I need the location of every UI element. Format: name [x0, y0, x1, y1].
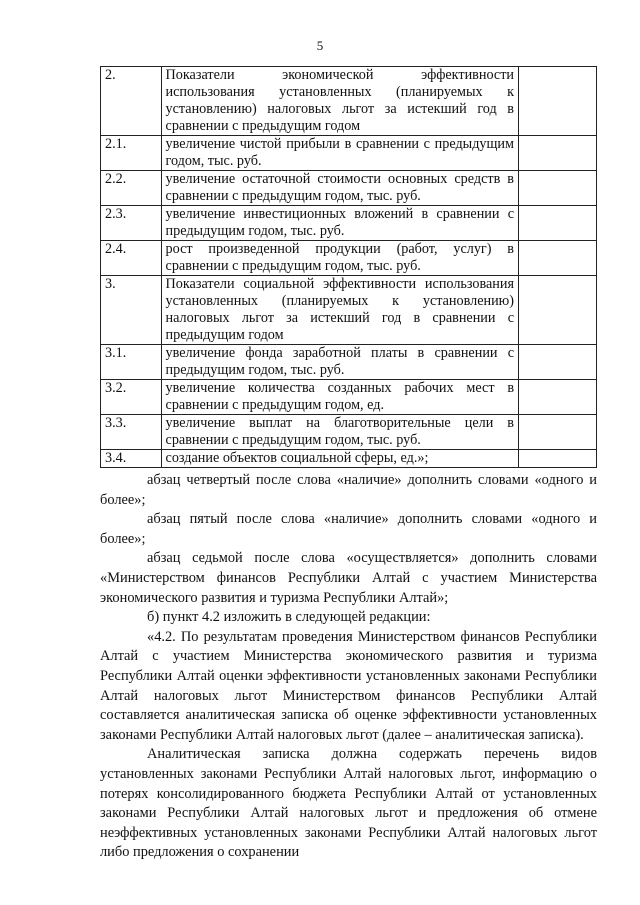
table-row — [101, 380, 597, 415]
row-number: 3.3. — [101, 415, 162, 450]
paragraph: «4.2. По результатам проведения Министерством финансов Республики Алтай с участием Министерства экономического развития и туризма Республики Алтай оценки эффективности установленных законами Республики Алтай налоговых льгот Министерством финансов Республики Алтай составляется аналитическая записка об оценке эффективности установленных законами Республики Алтай налоговых льгот (далее – аналитическая записка). — [100, 628, 597, 743]
row-number: 2.1. — [101, 136, 162, 171]
row-value — [519, 380, 597, 415]
row-description: увеличение остаточной стоимости основных средств в сравнении с предыдущим годом, тыс. руб. — [161, 171, 518, 206]
row-number: 3.1. — [101, 345, 162, 380]
row-number: 2.4. — [101, 241, 162, 276]
indicators-table — [100, 66, 597, 468]
paragraph: абзац четвертый после слова «наличие» дополнить словами «одного и более»; — [100, 472, 597, 508]
row-value — [519, 345, 597, 380]
row-value — [519, 67, 597, 136]
row-description: увеличение фонда заработной платы в сравнении с предыдущим годом, тыс. руб. — [161, 345, 518, 380]
document-body — [100, 471, 597, 863]
table-row — [101, 276, 597, 345]
row-description: создание объектов социальной сферы, ед.»; — [161, 450, 518, 468]
table-row — [101, 345, 597, 380]
table-row — [101, 171, 597, 206]
row-description: Показатели социальной эффективности использования установленных (планируемых к установлению) налоговых льгот за истекший год в сравнении с предыдущим годом — [161, 276, 518, 345]
paragraph: Аналитическая записка должна содержать перечень видов установленных законами Республики Алтай налоговых льгот, информацию о потерях консолидированного бюджета Республики Алтай от установленных законами Республики Алтай налоговых льгот и предложения об отмене неэффективных установленных законами Республики Алтай налоговых льгот либо предложения о сохранении — [100, 746, 597, 861]
row-description: Показатели экономической эффективности использования установленных (планируемых к установлению) налоговых льгот за истекший год в сравнении с предыдущим годом — [161, 67, 518, 136]
row-number: 3. — [101, 276, 162, 345]
row-number: 3.4. — [101, 450, 162, 468]
table-row — [101, 241, 597, 276]
paragraph: абзац седьмой после слова «осуществляется» дополнить словами «Министерством финансов Республики Алтай с участием Министерства экономического развития и туризма Республики Алтай»; — [100, 550, 597, 606]
row-value — [519, 415, 597, 450]
table-row — [101, 67, 597, 136]
row-description: рост произведенной продукции (работ, услуг) в сравнении с предыдущим годом, тыс. руб. — [161, 241, 518, 276]
row-number: 2. — [101, 67, 162, 136]
row-value — [519, 136, 597, 171]
row-description: увеличение количества созданных рабочих мест в сравнении с предыдущим годом, ед. — [161, 380, 518, 415]
table-row — [101, 450, 597, 468]
row-number: 2.3. — [101, 206, 162, 241]
row-description: увеличение инвестиционных вложений в сравнении с предыдущим годом, тыс. руб. — [161, 206, 518, 241]
row-description: увеличение чистой прибыли в сравнении с предыдущим годом, тыс. руб. — [161, 136, 518, 171]
page-number: 5 — [316, 38, 324, 53]
row-value — [519, 450, 597, 468]
row-value — [519, 241, 597, 276]
table-row — [101, 136, 597, 171]
paragraph: абзац пятый после слова «наличие» дополнить словами «одного и более»; — [100, 511, 597, 547]
row-value — [519, 171, 597, 206]
row-number: 2.2. — [101, 171, 162, 206]
row-value — [519, 206, 597, 241]
paragraph: б) пункт 4.2 изложить в следующей редакции: — [147, 609, 431, 626]
row-description: увеличение выплат на благотворительные цели в сравнении с предыдущим годом, тыс. руб. — [161, 415, 518, 450]
table-row — [101, 206, 597, 241]
row-value — [519, 276, 597, 345]
row-number: 3.2. — [101, 380, 162, 415]
table-row — [101, 415, 597, 450]
